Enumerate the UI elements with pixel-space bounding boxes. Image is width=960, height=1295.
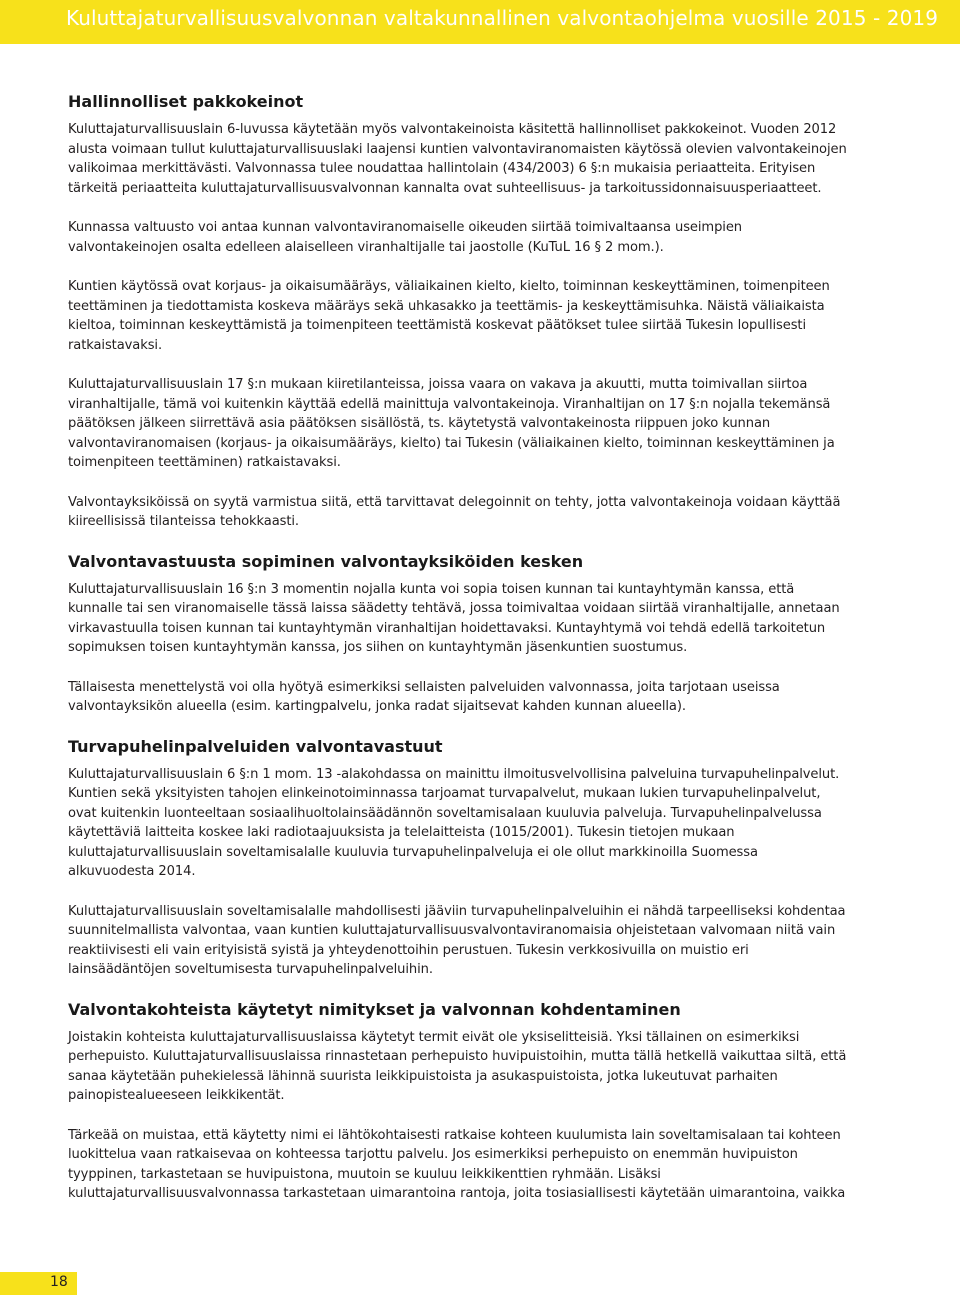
section-heading-valvontakohteista-kaytetyt-nimitykset: Valvontakohteista käytetyt nimitykset ja valvonnan kohdentaminen (68, 999, 681, 1019)
page-number: 18 (50, 1274, 68, 1290)
paragraph: Kunnassa valtuusto voi antaa kunnan valvontaviranomaiselle oikeuden siirtää toimivaltaansa useimpien valvontakeinojen osalta edelleen alaiselleen viranhaltijalle tai jaostolle (KuTuL 16 § 2 mom.). (68, 220, 742, 255)
header-band (0, 0, 960, 44)
paragraph: Kuluttajaturvallisuuslain soveltamisalalle mahdollisesti jääviin turvapuhelinpalveluihin ei nähdä tarpeelliseksi kohdentaa suunnitelmallista valvontaa, vaan kuntien kuluttajaturvallisuusvalvontaviranomaisia ohjeistetaan valvomaan niitä vain reaktiivisesti eli vain erityisistä syistä ja yhteydenottoihin perustuen. Tukesin verkkosivuilla on muistio eri lainsäädäntöjen soveltumisesta turvapuhelinpalveluihin. (68, 903, 846, 977)
page-number-tab (0, 1272, 77, 1295)
document-header-title: Kuluttajaturvallisuusvalvonnan valtakunnallinen valvontaohjelma vuosille 2015 - 2019 (66, 6, 939, 30)
paragraph: Kuntien käytössä ovat korjaus- ja oikaisumääräys, väliaikainen kielto, kielto, toiminnan keskeyttäminen, toimenpiteen teettäminen ja tiedottamista koskeva määräys sekä uhkasakko ja teettämis- ja keskeyttämisuhka. Näistä väliaikaista kieltoa, toiminnan keskeyttämistä ja toimenpiteen teettämistä koskevat päätökset tulee siirtää Tukesin lopullisesti ratkaistavaksi. (68, 279, 830, 353)
page-content (68, 92, 848, 1204)
paragraph: Kuluttajaturvallisuuslain 6 §:n 1 mom. 13 -alakohdassa on mainittu ilmoitusvelvollisina palveluina turvapuhelinpalvelut. Kuntien sekä yksityisten tahojen elinkeinotoiminnassa tarjoamat turvapalvelut, mukaan lukien turvapuhelinpalvelut, ovat kuitenkin luonteeltaan sosiaalihuoltolainsäädännön soveltamisalaan kuuluvia palveluja. Turvapuhelinpalvelussa käytettäviä laitteita koskee laki radiotaajuuksista ja telelaitteista (1015/2001). Tukesin tietojen mukaan kuluttajaturvallisuuslain soveltamisalalle kuuluvia turvapuhelinpalveluja ei ole ollut markkinoilla Suomessa alkuvuodesta 2014. (68, 766, 840, 879)
paragraph: Joistakin kohteista kuluttajaturvallisuuslaissa käytetyt termit eivät ole yksiselitteisiä. Yksi tällainen on esimerkiksi perhepuisto. Kuluttajaturvallisuuslaissa rinnastetaan perhepuisto huvipuistoihin, mutta tällä hetkellä vaikuttaa siltä, että sanaa käytetään puhekielessä lähinnä suurista leikkipuistoista ja asukaspuistoista, jotka lukeutuvat parhaiten painopistealueeseen leikkikentät. (68, 1029, 847, 1103)
paragraph: Kuluttajaturvallisuuslain 16 §:n 3 momentin nojalla kunta voi sopia toisen kunnan tai kuntayhtymän kanssa, että kunnalle tai sen viranomaiselle tässä laissa säädetty tehtävä, jossa toimivaltaa voidaan siirtää viranhaltijalle, annetaan virkavastuulla toisen kunnan tai kuntayhtymän viranhaltijan hoidettavaksi. Kuntayhtymä voi tehdä edellä tarkoitetun sopimuksen toisen kuntayhtymän kanssa, jos siihen on kuntayhtymän jäsenkuntien suostumus. (68, 581, 840, 655)
section-heading-valvontavastuusta-sopiminen: Valvontavastuusta sopiminen valvontayksiköiden kesken (68, 551, 584, 571)
paragraph: Valvontayksiköissä on syytä varmistua siitä, että tarvittavat delegoinnit on tehty, jotta valvontakeinoja voidaan käyttää kiireellisissä tilanteissa tehokkaasti. (68, 494, 841, 529)
section-heading-hallinnolliset-pakkokeinot: Hallinnolliset pakkokeinot (68, 92, 304, 111)
paragraph: Tärkeää on muistaa, että käytetty nimi ei lähtökohtaisesti ratkaise kohteen kuulumista lain soveltamisalaan tai kohteen luokittelua vaan ratkaisevaa on kohteessa tarjottu palvelu. Jos esimerkiksi perhepuisto on enemmän huvipuiston tyyppinen, tarkastetaan se huvipuistona, muutoin se kuuluu leikkikenttien ryhmään. Lisäksi kuluttajaturvallisuusvalvonnassa tarkastetaan uimarantoina rantoja, joita tosiasiallisesti käytetään uimarantoina, vaikka (68, 1127, 846, 1201)
section-heading-turvapuhelinpalveluiden-valvontavastuut: Turvapuhelinpalveluiden valvontavastuut (68, 736, 443, 756)
paragraph: Kuluttajaturvallisuuslain 17 §:n mukaan kiiretilanteissa, joissa vaara on vakava ja akuutti, mutta toimivallan siirtoa viranhaltijalle, tämä voi kuitenkin käyttää edellä mainittuja valvontakeinoja. Viranhaltijan on 17 §:n nojalla tekemänsä päätöksen jälkeen siirrettävä asia päätöksen sisällöstä, ts. käytetystä valvontakeinosta riippuen joko kunnan valvontaviranomaisen (korjaus- ja oikaisumääräys, kielto) tai Tukesin (väliaikainen kielto, toiminnan keskeyttäminen ja toimenpiteen teettäminen) ratkaistavaksi. (68, 377, 835, 470)
paragraph: Kuluttajaturvallisuuslain 6-luvussa käytetään myös valvontakeinoista käsitettä hallinnolliset pakkokeinot. Vuoden 2012 alusta voimaan tullut kuluttajaturvallisuuslaki laajensi kuntien valvontaviranomaisten käytössä olevien valvontakeinojen valikoimaa merkittävästi. Valvonnassa tulee noudattaa hallintolain (434/2003) 6 §:n mukaisia periaatteita. Erityisen tärkeitä periaatteita kuluttajaturvallisuusvalvonnan kannalta ovat suhteellisuus- ja tarkoitussidonnaisuusperiaatteet. (68, 122, 847, 196)
paragraph: Tällaisesta menettelystä voi olla hyötyä esimerkiksi sellaisten palveluiden valvonnassa, joita tarjotaan useissa valvontayksikön alueella (esim. kartingpalvelu, jonka radat sijaitsevat kahden kunnan alueella). (68, 679, 780, 714)
